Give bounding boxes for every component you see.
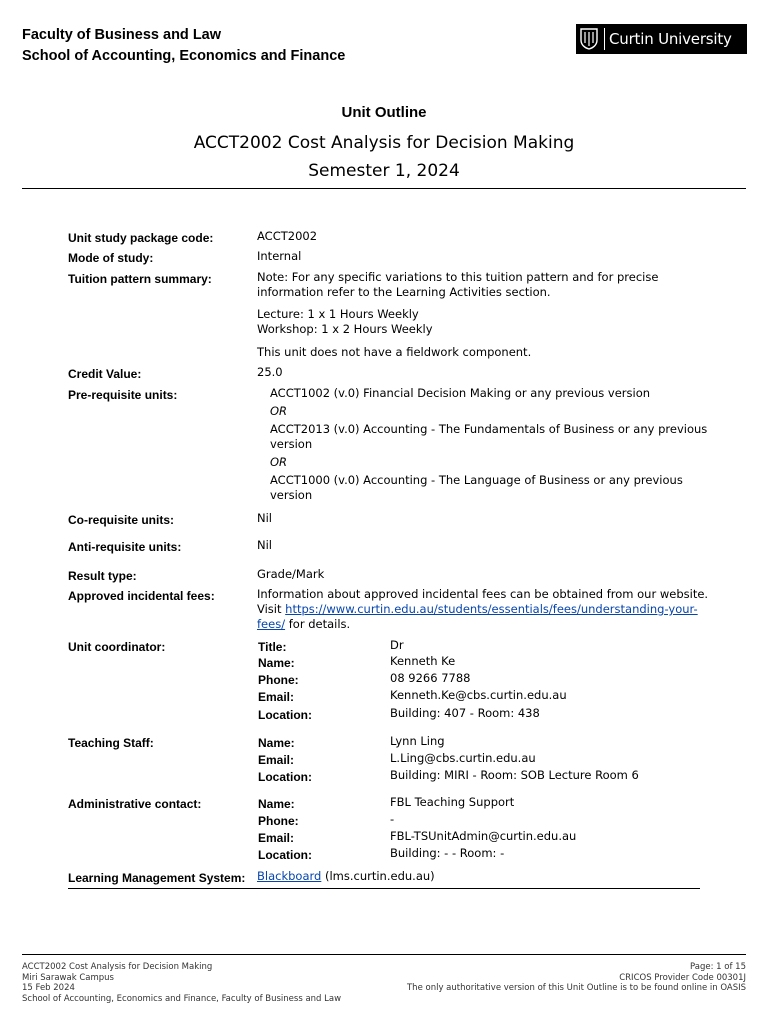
prereq-or-1: OR [270, 404, 288, 418]
fees-link-cont[interactable]: fees/ [257, 617, 286, 631]
fees-label: Approved incidental fees: [68, 589, 215, 603]
teaching-email-label: Email: [258, 753, 295, 767]
result-value: Grade/Mark [257, 567, 325, 581]
footer-right [407, 962, 746, 994]
coordinator-name: Kenneth Ke [390, 654, 456, 668]
title-divider [22, 188, 746, 189]
coordinator-label: Unit coordinator: [68, 640, 166, 654]
prereq-2b: version [270, 437, 313, 451]
coordinator-email-label: Email: [258, 690, 295, 704]
fees-line-1: Information about approved incidental fees can be obtained from our website. [257, 587, 709, 601]
lecture-pattern: Lecture: 1 x 1 Hours Weekly [257, 307, 419, 321]
lms-label: Learning Management System: [68, 871, 246, 885]
antireq-label: Anti-requisite units: [68, 540, 182, 554]
footer-campus: Miri Sarawak Campus [22, 972, 114, 983]
code-value: ACCT2002 [257, 229, 318, 243]
coordinator-title-label: Title: [258, 640, 287, 654]
fees-link[interactable]: https://www.curtin.edu.au/students/essentials/fees/understanding-your- [285, 602, 698, 616]
footer-page: Page: 1 of 15 [690, 962, 746, 972]
prereq-1: ACCT1002 (v.0) Financial Decision Making or any previous version [270, 386, 651, 400]
fees-line-2 [257, 602, 698, 618]
admin-location-label: Location: [258, 848, 312, 862]
curtin-shield-icon [576, 24, 602, 54]
coordinator-title: Dr [390, 638, 404, 652]
admin-email-label: Email: [258, 831, 295, 845]
coordinator-name-label: Name: [258, 656, 295, 670]
tuition-note-1: Note: For any specific variations to this tuition pattern and for precise [257, 270, 659, 284]
faculty-name: Faculty of Business and Law [22, 27, 222, 43]
teaching-label: Teaching Staff: [68, 736, 154, 750]
footer-left [22, 962, 341, 1004]
coreq-value: Nil [257, 511, 272, 525]
credit-label: Credit Value: [68, 367, 142, 381]
admin-name-label: Name: [258, 797, 295, 811]
footer-authority: The only authoritative version of this Unit Outline is to be found online in OASIS [406, 983, 746, 993]
admin-email: FBL-TSUnitAdmin@curtin.edu.au [390, 829, 577, 843]
prereq-label: Pre-requisite units: [68, 388, 178, 402]
tuition-note-2: information refer to the Learning Activities section. [257, 285, 551, 299]
logo-text: Curtin University [609, 30, 732, 48]
coordinator-phone: 08 9266 7788 [390, 671, 471, 685]
admin-location: Building: - - Room: - [390, 846, 505, 860]
lms-url: (lms.curtin.edu.au) [321, 869, 435, 883]
fieldwork-note: This unit does not have a fieldwork component. [257, 345, 532, 359]
admin-phone-label: Phone: [258, 814, 299, 828]
coordinator-phone-label: Phone: [258, 673, 299, 687]
coordinator-email: Kenneth.Ke@cbs.curtin.edu.au [390, 688, 567, 702]
admin-phone: - [390, 812, 395, 826]
semester: Semester 1, 2024 [308, 161, 460, 181]
lms-value [257, 869, 435, 885]
coordinator-location: Building: 407 - Room: 438 [390, 706, 540, 720]
credit-value: 25.0 [257, 365, 283, 379]
fees-after: for details. [285, 617, 351, 631]
teaching-location-label: Location: [258, 770, 312, 784]
blackboard-link[interactable]: Blackboard [257, 869, 322, 883]
prereq-or-2: OR [270, 455, 288, 469]
footer-date: 15 Feb 2024 [22, 983, 75, 993]
footer-unit: ACCT2002 Cost Analysis for Decision Making [22, 962, 213, 972]
footer-school: School of Accounting, Economics and Finance, Faculty of Business and Law [22, 993, 342, 1004]
tuition-label: Tuition pattern summary: [68, 272, 212, 286]
school-name: School of Accounting, Economics and Finance [22, 48, 346, 64]
curtin-logo [576, 24, 747, 54]
footer-cricos: CRICOS Provider Code 00301J [619, 972, 746, 983]
prereq-2a: ACCT2013 (v.0) Accounting - The Fundamentals of Business or any previous [270, 422, 708, 436]
teaching-name: Lynn Ling [390, 734, 445, 748]
teaching-location: Building: MIRI - Room: SOB Lecture Room 6 [390, 768, 639, 782]
page-title: Unit Outline [341, 104, 427, 121]
admin-label: Administrative contact: [68, 797, 202, 811]
workshop-pattern: Workshop: 1 x 2 Hours Weekly [257, 322, 433, 336]
result-label: Result type: [68, 569, 137, 583]
prereq-3a: ACCT1000 (v.0) Accounting - The Language of Business or any previous [270, 473, 683, 487]
code-label: Unit study package code: [68, 231, 214, 245]
teaching-email: L.Ling@cbs.curtin.edu.au [390, 751, 536, 765]
coordinator-location-label: Location: [258, 708, 312, 722]
fees-visit: Visit [257, 602, 286, 616]
footer-divider [22, 954, 746, 955]
teaching-name-label: Name: [258, 736, 295, 750]
unit-title: ACCT2002 Cost Analysis for Decision Making [193, 133, 575, 153]
coreq-label: Co-requisite units: [68, 513, 175, 527]
mode-label: Mode of study: [68, 251, 154, 265]
antireq-value: Nil [257, 538, 272, 552]
details-divider [68, 888, 700, 889]
prereq-3b: version [270, 488, 313, 502]
mode-value: Internal [257, 249, 302, 263]
fees-line-3 [257, 617, 350, 633]
admin-name: FBL Teaching Support [390, 795, 515, 809]
